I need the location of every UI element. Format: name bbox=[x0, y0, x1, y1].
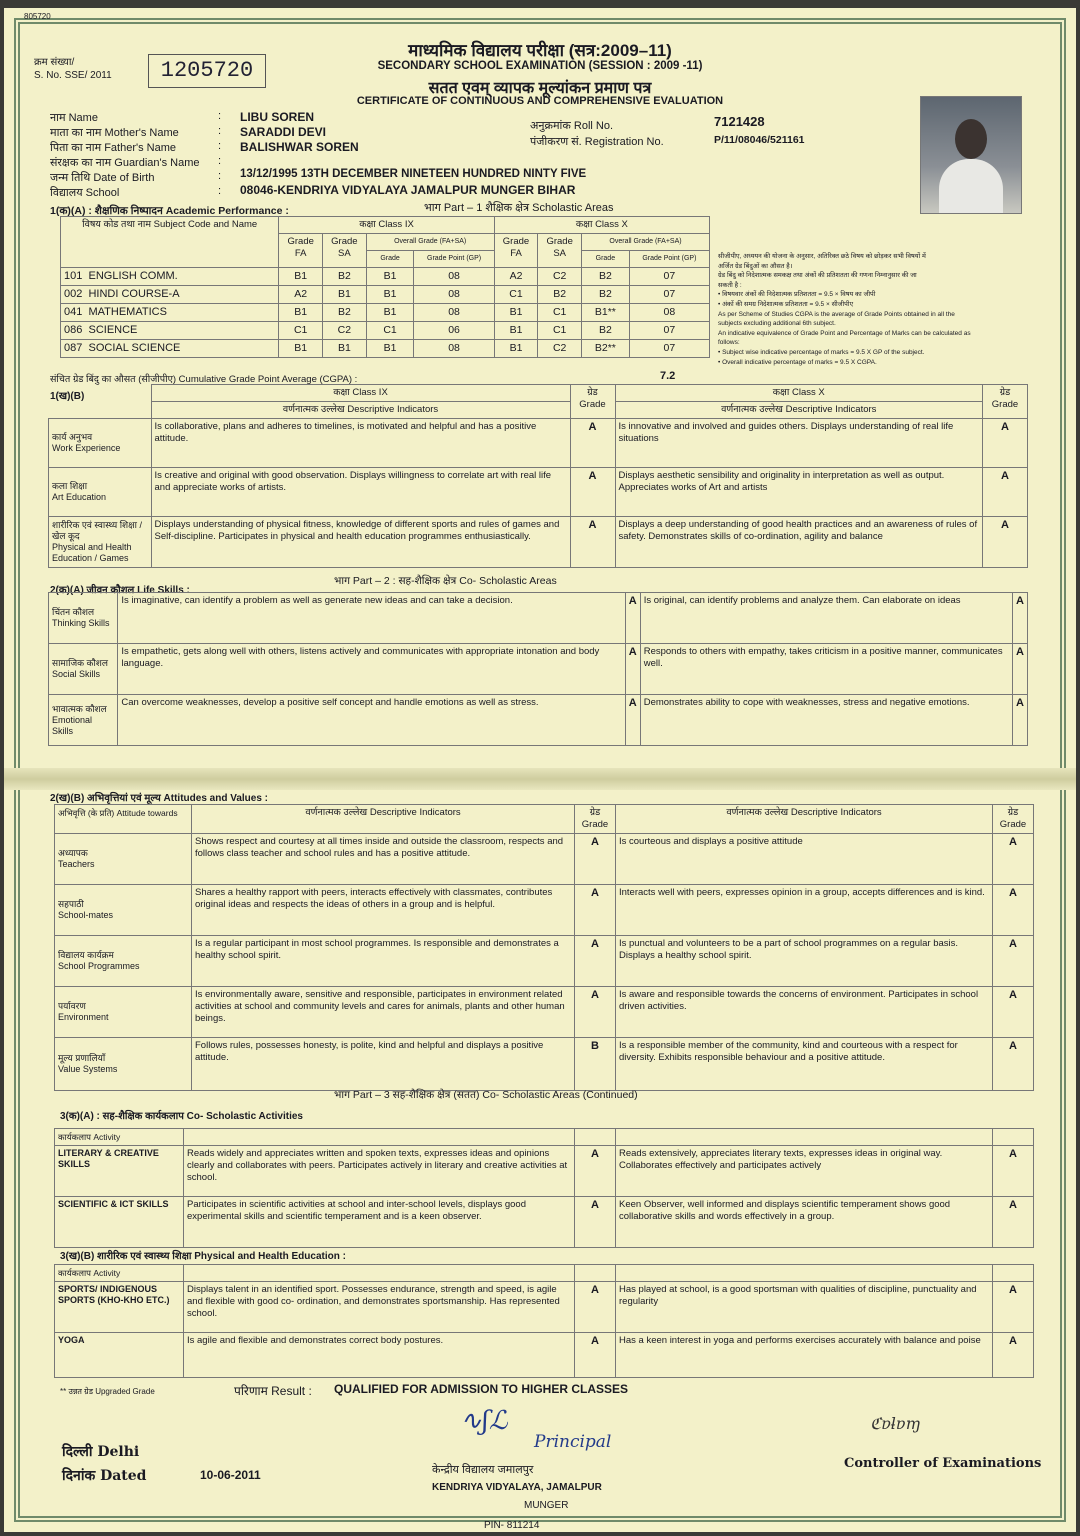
colon: : bbox=[218, 110, 222, 122]
cgpa-note-line: ग्रेड बिंदु को निदेशात्मक समकक्ष तथा अंकों की प्रतिशतता की गणना निम्नानुसार की जा bbox=[718, 272, 917, 280]
certificate-sheet bbox=[4, 8, 1076, 1532]
indicator-row bbox=[55, 1038, 1034, 1091]
row-label-hindi: मूल्य प्रणालियाँ bbox=[58, 1053, 106, 1063]
class9-header: कक्षा Class IX bbox=[279, 217, 494, 234]
class10-grade: A bbox=[993, 1146, 1034, 1197]
grade-cell: 08 bbox=[414, 268, 494, 286]
serial-label-2: S. No. SSE/ 2011 bbox=[34, 70, 112, 81]
title-hindi: माध्यमिक विद्यालय परीक्षा (सत्र:2009–11) bbox=[408, 41, 672, 60]
part1b-section-label: 1(ख)(B) bbox=[50, 391, 85, 402]
grade-header: ग्रेड Grade bbox=[575, 805, 616, 834]
subject-code: 101 bbox=[64, 270, 83, 282]
title-english: SECONDARY SCHOOL EXAMINATION (SESSION : 2009 -11) bbox=[377, 60, 703, 72]
subject-header: विषय कोड तथा नाम Subject Code and Name bbox=[61, 217, 279, 268]
subject-row bbox=[61, 268, 710, 286]
cgpa-note-line: सकती है : bbox=[718, 281, 742, 289]
class9-indicator: Participates in scientific activities at school and inter-school levels, displays good experimental skills and scientific temperament and is a keen observer. bbox=[184, 1197, 575, 1248]
colon: : bbox=[218, 155, 222, 167]
cgpa-note-line: सीजीपीए, अध्ययन की योजना के अनुसार, अतिरिक्त छठे विषय को छोड़कर सभी विषयों में bbox=[718, 253, 926, 260]
class9-grade: A bbox=[570, 468, 615, 517]
class10-grade: A bbox=[993, 885, 1034, 936]
class9-indicator: Displays talent in an identified sport. Possesses endurance, strength and speed, is agile and flexible with good co- ordination, and demonstrates sportsmanship. Has represented school. bbox=[184, 1282, 575, 1333]
roll-label: अनुक्रमांक Roll No. bbox=[530, 120, 614, 132]
colon: : bbox=[218, 125, 222, 137]
dated-label: दिनांक Dated bbox=[62, 1468, 147, 1484]
class9-indicator: Is creative and original with good observation. Displays willingness to correlate art with real life and appreciate works of artists. bbox=[151, 468, 570, 517]
grade-cell: B2** bbox=[582, 340, 630, 358]
controller-signature: ℭɐƚɐɱ bbox=[870, 1414, 921, 1433]
class9-grade: A bbox=[570, 517, 615, 568]
class9-grade: A bbox=[575, 1197, 616, 1248]
grade-cell: B2 bbox=[323, 268, 367, 286]
row-label bbox=[55, 834, 192, 885]
class9-indicator: Is empathetic, gets along well with others, listens actively and communicates with appropriate intonation and body language. bbox=[118, 644, 625, 695]
row-label-hindi: कार्य अनुभव bbox=[52, 432, 93, 442]
cgpa-note-line: subjects excluding additional 6th subject. bbox=[718, 320, 836, 328]
grade-cell: 07 bbox=[629, 322, 709, 340]
student-name: LIBU SOREN bbox=[240, 110, 315, 124]
class9-indicator: Is collaborative, plans and adheres to timelines, is motivated and helpful and has a positive attitude. bbox=[151, 419, 570, 468]
subtitle-english: CERTIFICATE OF CONTINUOUS AND COMPREHENSIVE EVALUATION bbox=[356, 95, 724, 107]
grade-cell: B1 bbox=[279, 268, 323, 286]
subject-name bbox=[61, 304, 279, 322]
grade-cell: B2 bbox=[582, 286, 630, 304]
part2-section-label: 2(क)(A) जीवन कौशल Life Skills : bbox=[50, 585, 190, 596]
grade-header: ग्रेड Grade bbox=[993, 805, 1034, 834]
cgpa-note-line: अर्जित ग्रेड बिंदुओं का औसत है। bbox=[718, 262, 793, 270]
indicator-row bbox=[55, 936, 1034, 987]
desc-header: वर्णनात्मक उल्लेख Descriptive Indicators bbox=[616, 805, 993, 834]
cgpa-note-line: follows: bbox=[718, 339, 740, 347]
class9-grade: A bbox=[575, 885, 616, 936]
issue-date: 10-06-2011 bbox=[200, 1468, 261, 1482]
principal-label: Principal bbox=[534, 1432, 612, 1452]
subject-title: MATHEMATICS bbox=[88, 306, 167, 318]
subject-row bbox=[61, 340, 710, 358]
row-label-hindi: भावात्मक कौशल bbox=[52, 703, 107, 714]
indicator-row bbox=[55, 1197, 1034, 1248]
row-label: LITERARY & CREATIVE SKILLS bbox=[55, 1146, 184, 1197]
class9-grade: A bbox=[625, 644, 640, 695]
top-serial: 805720 bbox=[24, 12, 51, 21]
row-label-english: Teachers bbox=[58, 859, 95, 869]
row-label bbox=[55, 987, 192, 1038]
grade-cell: B1 bbox=[323, 286, 367, 304]
row-label-english: Thinking Skills bbox=[52, 618, 110, 628]
grade-cell: 06 bbox=[414, 322, 494, 340]
grade-cell: A2 bbox=[279, 286, 323, 304]
class9-grade: A bbox=[570, 419, 615, 468]
class9-grade: A bbox=[575, 1146, 616, 1197]
class10-grade: A bbox=[993, 1197, 1034, 1248]
class10-indicator: Is punctual and volunteers to be a part of school programmes on a regular basis. Displays a healthy school spirit. bbox=[616, 936, 993, 987]
grade-cell: B1 bbox=[279, 304, 323, 322]
class10-grade: A bbox=[983, 517, 1028, 568]
class10-indicator: Displays aesthetic sensibility and originality in interpretation as well as output. Appreciates works of Art and artists bbox=[615, 468, 983, 517]
serial-number: 1205720 bbox=[148, 54, 266, 88]
class10-header: कक्षा Class X bbox=[494, 217, 709, 234]
class9-grade: A bbox=[625, 695, 640, 746]
indicator-row bbox=[49, 593, 1028, 644]
cgpa-note-line: • Overall indicative percentage of marks = 9.5 X CGPA. bbox=[718, 358, 877, 366]
gp-header: Grade Point (GP) bbox=[629, 251, 709, 268]
row-label-english: Work Experience bbox=[52, 443, 121, 453]
activity-header: कार्यकलाप Activity bbox=[55, 1129, 184, 1146]
grade-cell: 08 bbox=[629, 304, 709, 322]
row-label-hindi: सामाजिक कौशल bbox=[52, 658, 109, 668]
grade-cell: B1 bbox=[494, 340, 538, 358]
reg-value: P/11/08046/521161 bbox=[714, 134, 805, 146]
sa-header: Grade SA bbox=[323, 234, 367, 268]
grade-cell: A2 bbox=[494, 268, 538, 286]
class9-indicator: Displays understanding of physical fitness, knowledge of different sports and rules of games and Self-discipline. Participates in physical and health education programmes enthusiastically. bbox=[151, 517, 570, 568]
desc-header: वर्णनात्मक उल्लेख Descriptive Indicators bbox=[192, 805, 575, 834]
subject-code: 087 bbox=[64, 342, 83, 354]
dob-value: 13/12/1995 13TH DECEMBER NINETEEN HUNDRED NINTY FIVE bbox=[240, 168, 587, 180]
class9-grade: A bbox=[575, 834, 616, 885]
class10-grade: A bbox=[993, 936, 1034, 987]
grade-cell: B1** bbox=[582, 304, 630, 322]
grade-cell: B2 bbox=[538, 286, 582, 304]
subject-title: ENGLISH COMM. bbox=[88, 270, 178, 282]
class9-grade: A bbox=[575, 1282, 616, 1333]
class9-indicator: Is a regular participant in most school programmes. Is responsible and demonstrates a healthy school spirit. bbox=[192, 936, 575, 987]
cgpa-note-line: • अंकों की समग्र निदेशात्मक प्रतिशतता = 9.5 × सीजीपीए bbox=[718, 301, 854, 308]
desc-header: वर्णनात्मक उल्लेख Descriptive Indicators bbox=[615, 402, 983, 419]
mother-name: SARADDI DEVI bbox=[240, 125, 327, 139]
class9-indicator: Reads widely and appreciates written and spoken texts, expresses ideas and opinions clearly and collaborates with peers. Participates actively in literary and creative activities at school. bbox=[184, 1146, 575, 1197]
row-label-hindi: चिंतन कौशल bbox=[52, 607, 95, 617]
class9-indicator: Shares a healthy rapport with peers, interacts effectively with classmates, contributes original ideas and respects the ideas of others in a group and is helpful. bbox=[192, 885, 575, 936]
part2b-section-label: 2(ख)(B) अभिवृत्तियां एवं मूल्य Attitudes and Values : bbox=[50, 793, 269, 804]
grade-cell: C1 bbox=[538, 304, 582, 322]
school-value: 08046-KENDRIYA VIDYALAYA JAMALPUR MUNGER BIHAR bbox=[240, 183, 576, 197]
colon: : bbox=[218, 170, 222, 182]
row-label bbox=[49, 695, 118, 746]
grade-cell: B1 bbox=[279, 340, 323, 358]
class10-indicator: Responds to others with empathy, takes criticism in a positive manner, communicates well. bbox=[640, 644, 1012, 695]
class9-grade: A bbox=[575, 936, 616, 987]
indicator-row bbox=[49, 644, 1028, 695]
row-label-hindi: सहपाठी bbox=[58, 899, 84, 909]
row-label-english: Environment bbox=[58, 1012, 109, 1022]
class10-grade: A bbox=[1013, 593, 1028, 644]
grade-cell: 07 bbox=[629, 268, 709, 286]
attitude-header: अभिवृत्ति (के प्रति) Attitude towards bbox=[55, 805, 192, 834]
grade-cell: B1 bbox=[366, 286, 414, 304]
class10-grade: A bbox=[993, 1333, 1034, 1378]
class9-header: कक्षा Class IX bbox=[151, 385, 570, 402]
indicator-row bbox=[49, 695, 1028, 746]
class10-indicator: Has a keen interest in yoga and performs exercises accurately with balance and poise bbox=[616, 1333, 993, 1378]
part3-title: भाग Part – 3 सह-शैक्षिक क्षेत्र (सतत) Co- Scholastic Areas (Continued) bbox=[334, 1089, 638, 1101]
grade-cell: 08 bbox=[414, 286, 494, 304]
grade-cell: B1 bbox=[494, 304, 538, 322]
grade-cell: B2 bbox=[323, 304, 367, 322]
row-label-english: Social Skills bbox=[52, 669, 101, 679]
subject-code: 041 bbox=[64, 306, 83, 318]
row-label bbox=[49, 517, 152, 568]
result-label: परिणाम Result : bbox=[234, 1384, 312, 1398]
indicator-row bbox=[55, 1282, 1034, 1333]
row-label-hindi: कला शिक्षा bbox=[52, 481, 88, 491]
grade-cell: C2 bbox=[323, 322, 367, 340]
class9-indicator: Is environmentally aware, sensitive and responsible, participates in environment related activities at school and community levels and cares for animals, plants and other human beings. bbox=[192, 987, 575, 1038]
class9-indicator: Follows rules, possesses honesty, is polite, kind and helpful and displays a positive attitude. bbox=[192, 1038, 575, 1091]
indicator-row bbox=[55, 834, 1034, 885]
class10-indicator: Is aware and responsible towards the concerns of environment. Participates in school driven activities. bbox=[616, 987, 993, 1038]
mother-label: माता का नाम Mother's Name bbox=[50, 127, 179, 139]
reg-label: पंजीकरण सं. Registration No. bbox=[530, 136, 664, 148]
indicator-row bbox=[55, 885, 1034, 936]
row-label-english: School-mates bbox=[58, 910, 114, 920]
overall-header: Overall Grade (FA+SA) bbox=[366, 234, 494, 251]
gp-header: Grade Point (GP) bbox=[414, 251, 494, 268]
row-label: YOGA bbox=[55, 1333, 184, 1378]
subject-code: 002 bbox=[64, 288, 83, 300]
grade-cell: 07 bbox=[629, 286, 709, 304]
class10-indicator: Has played at school, is a good sportsman with qualities of discipline, punctuality and regularity bbox=[616, 1282, 993, 1333]
row-label bbox=[55, 1038, 192, 1091]
grade-cell: B1 bbox=[323, 340, 367, 358]
part1-title: भाग Part – 1 शैक्षिक क्षेत्र Scholastic Areas bbox=[424, 202, 614, 214]
class10-indicator: Demonstrates ability to cope with weaknesses, stress and negative emotions. bbox=[640, 695, 1012, 746]
row-label bbox=[49, 468, 152, 517]
student-photo bbox=[920, 96, 1022, 214]
subject-name bbox=[61, 268, 279, 286]
row-label-hindi: पर्यावरण bbox=[58, 1001, 86, 1011]
class10-grade: A bbox=[993, 987, 1034, 1038]
class10-grade: A bbox=[993, 834, 1034, 885]
class10-grade: A bbox=[993, 1038, 1034, 1091]
class10-grade: A bbox=[983, 419, 1028, 468]
father-label: पिता का नाम Father's Name bbox=[50, 142, 177, 154]
subject-row bbox=[61, 286, 710, 304]
subject-name bbox=[61, 286, 279, 304]
class10-grade: A bbox=[983, 468, 1028, 517]
grade-cell: B1 bbox=[494, 322, 538, 340]
cgpa-label: संचित ग्रेड बिंदु का औसत (सीजीपीए) Cumulative Grade Point Average (CGPA) : bbox=[50, 374, 358, 385]
class10-indicator: Displays a deep understanding of good health practices and an awareness of rules of safety. Demonstrates skills of co-ordination, agility and balance bbox=[615, 517, 983, 568]
class10-grade: A bbox=[1013, 695, 1028, 746]
row-label bbox=[55, 936, 192, 987]
father-name: BALISHWAR SOREN bbox=[240, 140, 359, 154]
life-skills-table bbox=[48, 592, 1028, 746]
attitudes-table bbox=[54, 804, 1034, 1091]
subject-name bbox=[61, 340, 279, 358]
row-label bbox=[49, 644, 118, 695]
colon: : bbox=[218, 185, 222, 197]
subject-row bbox=[61, 304, 710, 322]
stamp-line-1: केन्द्रीय विद्यालय जमालपुर bbox=[432, 1464, 534, 1476]
row-label-english: Art Education bbox=[52, 492, 107, 502]
part1-section-label: 1(क)(A) : शैक्षणिक निष्पादन Academic Performance : bbox=[50, 205, 289, 217]
cgpa-note-line: As per Scheme of Studies CGPA is the average of Grade Points obtained in all the bbox=[718, 310, 955, 318]
grade-cell: C1 bbox=[279, 322, 323, 340]
colon: : bbox=[218, 140, 222, 152]
indicator-row bbox=[55, 987, 1034, 1038]
guardian-label: संरक्षक का नाम Guardian's Name bbox=[50, 157, 200, 169]
grade-cell: B2 bbox=[582, 322, 630, 340]
sa-header: Grade SA bbox=[538, 234, 582, 268]
grade-cell: C1 bbox=[366, 322, 414, 340]
controller-label: Controller of Examinations bbox=[844, 1456, 1042, 1471]
class10-indicator: Is original, can identify problems and analyze them. Can elaborate on ideas bbox=[640, 593, 1012, 644]
row-label-hindi: विद्यालय कार्यक्रम bbox=[58, 950, 114, 960]
part3a-section-label: 3(क)(A) : सह-शैक्षिक कार्यकलाप Co- Scholastic Activities bbox=[60, 1111, 303, 1122]
activity-header: कार्यकलाप Activity bbox=[55, 1265, 184, 1282]
result-value: QUALIFIED FOR ADMISSION TO HIGHER CLASSES bbox=[334, 1382, 629, 1396]
grade-header: Grade bbox=[582, 251, 630, 268]
row-label-english: Emotional Skills bbox=[52, 714, 93, 736]
class10-indicator: Reads extensively, appreciates literary texts, expresses ideas in original way. Collaborates effectively and participates actively bbox=[616, 1146, 993, 1197]
subject-code: 086 bbox=[64, 324, 83, 336]
row-label-hindi: अध्यापक bbox=[58, 848, 88, 858]
row-label-hindi: शारीरिक एवं स्वास्थ्य शिक्षा / खेल कूद bbox=[52, 520, 142, 541]
class10-indicator: Keen Observer, well informed and displays scientific temperament shows good collaborative skills and words effectively in a group. bbox=[616, 1197, 993, 1248]
upgraded-note: ** उन्नत ग्रेड Upgraded Grade bbox=[60, 1387, 155, 1396]
dob-label: जन्म तिथि Date of Birth bbox=[50, 172, 155, 184]
grade-cell: 08 bbox=[414, 304, 494, 322]
class9-grade: B bbox=[575, 1038, 616, 1091]
indicator-row bbox=[49, 468, 1028, 517]
school-label: विद्यालय School bbox=[50, 187, 120, 199]
subtitle-hindi: सतत एवम् व्यापक मूल्यांकन प्रमाण पत्र bbox=[428, 80, 652, 97]
roll-value: 7121428 bbox=[714, 114, 765, 129]
class9-indicator: Can overcome weaknesses, develop a positive self concept and handle emotions as well as stress. bbox=[118, 695, 625, 746]
class9-grade: A bbox=[575, 1333, 616, 1378]
cgpa-value: 7.2 bbox=[660, 370, 676, 382]
indicator-row bbox=[49, 517, 1028, 568]
paper-fold bbox=[4, 768, 1076, 790]
class9-grade: A bbox=[575, 987, 616, 1038]
indicator-row bbox=[55, 1333, 1034, 1378]
overall-header: Overall Grade (FA+SA) bbox=[582, 234, 710, 251]
row-label bbox=[49, 593, 118, 644]
grade-cell: 07 bbox=[629, 340, 709, 358]
row-label-english: Value Systems bbox=[58, 1064, 118, 1074]
fa-header: Grade FA bbox=[494, 234, 538, 268]
row-label-english: Physical and Health Education / Games bbox=[52, 542, 132, 563]
activities-table bbox=[54, 1128, 1034, 1248]
class10-indicator: Interacts well with peers, expresses opinion in a group, accepts differences and is kind. bbox=[616, 885, 993, 936]
indicator-row bbox=[49, 419, 1028, 468]
class9-grade: A bbox=[625, 593, 640, 644]
desc-header: वर्णनात्मक उल्लेख Descriptive Indicators bbox=[151, 402, 570, 419]
subject-title: SCIENCE bbox=[88, 324, 138, 336]
indicator-row bbox=[55, 1146, 1034, 1197]
co-curricular-table bbox=[48, 384, 1028, 568]
grade-header: Grade bbox=[366, 251, 414, 268]
class10-header: कक्षा Class X bbox=[615, 385, 983, 402]
class10-indicator: Is courteous and displays a positive attitude bbox=[616, 834, 993, 885]
subject-name bbox=[61, 322, 279, 340]
class10-grade: A bbox=[993, 1282, 1034, 1333]
cgpa-note-line: An indicative equivalence of Grade Point and Percentage of Marks can be calculated as bbox=[718, 329, 971, 337]
scholastic-table bbox=[60, 216, 710, 358]
grade-cell: C2 bbox=[538, 340, 582, 358]
grade-header: ग्रेड Grade bbox=[570, 385, 615, 419]
grade-cell: B1 bbox=[366, 340, 414, 358]
cgpa-note-line: • विषयवार अंकों की निदेशात्मक प्रतिशतता = 9.5 × विषय का जीपी bbox=[718, 291, 876, 299]
grade-cell: C1 bbox=[538, 322, 582, 340]
class10-indicator: Is innovative and involved and guides others. Displays understanding of real life situations bbox=[615, 419, 983, 468]
row-label: SPORTS/ INDIGENOUS SPORTS (KHO-KHO ETC.) bbox=[55, 1282, 184, 1333]
name-label: नाम Name bbox=[50, 112, 98, 124]
grade-cell: B1 bbox=[366, 304, 414, 322]
row-label-english: School Programmes bbox=[58, 961, 140, 971]
class9-indicator: Is agile and flexible and demonstrates correct body postures. bbox=[184, 1333, 575, 1378]
fa-header: Grade FA bbox=[279, 234, 323, 268]
grade-cell: B1 bbox=[366, 268, 414, 286]
subject-title: SOCIAL SCIENCE bbox=[88, 342, 181, 354]
serial-label-1: क्रम संख्या/ bbox=[34, 57, 75, 68]
grade-cell: B2 bbox=[582, 268, 630, 286]
class10-grade: A bbox=[1013, 644, 1028, 695]
stamp-line-3: MUNGER bbox=[524, 1500, 569, 1511]
class9-indicator: Shows respect and courtesy at all times inside and outside the classroom, respects and follows class teacher and school rules and has a positive attitude. bbox=[192, 834, 575, 885]
phe-table bbox=[54, 1264, 1034, 1378]
grade-cell: C2 bbox=[538, 268, 582, 286]
class9-indicator: Is imaginative, can identify a problem as well as generate new ideas and can take a decision. bbox=[118, 593, 625, 644]
row-label bbox=[49, 419, 152, 468]
grade-header: ग्रेड Grade bbox=[983, 385, 1028, 419]
subject-row bbox=[61, 322, 710, 340]
class10-indicator: Is a responsible member of the community, kind and courteous with a respect for diversity. Exhibits responsible behaviour and a positive attitude. bbox=[616, 1038, 993, 1091]
place-label: दिल्ली Delhi bbox=[62, 1444, 140, 1460]
grade-cell: C1 bbox=[494, 286, 538, 304]
row-label bbox=[55, 885, 192, 936]
cgpa-note-line: • Subject wise indicative percentage of marks = 9.5 X GP of the subject. bbox=[718, 349, 925, 356]
stamp-line-4: PIN- 811214 bbox=[484, 1520, 540, 1531]
grade-cell: 08 bbox=[414, 340, 494, 358]
stamp-line-2: KENDRIYA VIDYALAYA, JAMALPUR bbox=[432, 1482, 602, 1493]
part2-title: भाग Part – 2 : सह-शैक्षिक क्षेत्र Co- Scholastic Areas bbox=[334, 575, 557, 587]
part3b-section-label: 3(ख)(B) शारीरिक एवं स्वास्थ्य शिक्षा Physical and Health Education : bbox=[60, 1251, 346, 1262]
row-label: SCIENTIFIC & ICT SKILLS bbox=[55, 1197, 184, 1248]
subject-title: HINDI COURSE-A bbox=[88, 288, 180, 300]
principal-signature: ∿ʃℒ bbox=[460, 1406, 508, 1436]
